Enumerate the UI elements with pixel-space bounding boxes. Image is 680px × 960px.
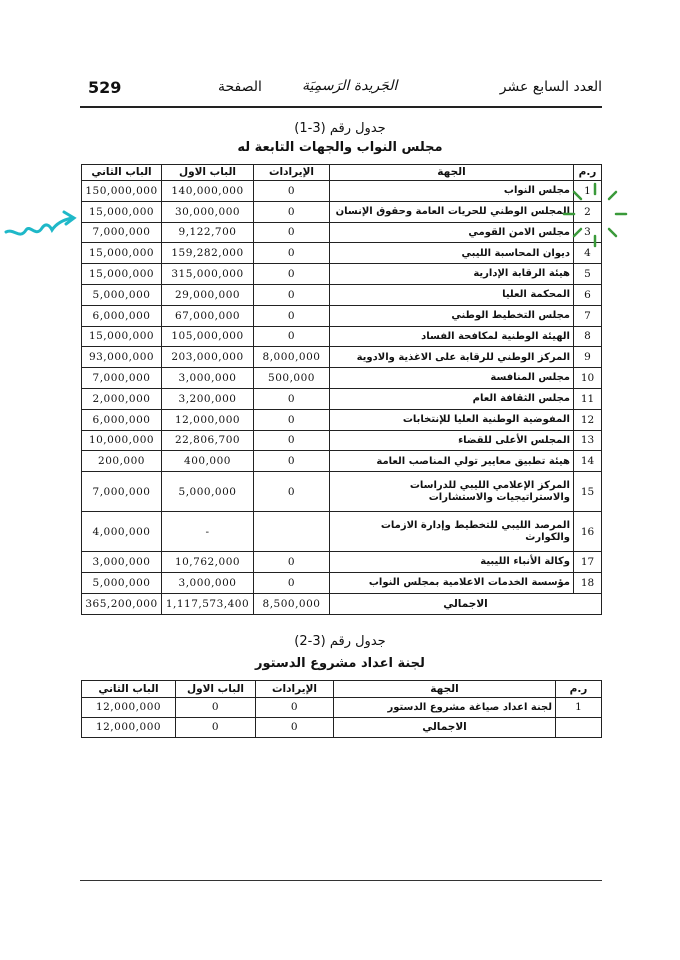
cell-entity: المجلس الوطني للحريات العامة وحقوق الإنسان: [330, 201, 574, 222]
cell-rm: 6: [574, 284, 602, 305]
table-row: [82, 347, 602, 368]
budget-table-2: [81, 680, 602, 738]
total-chapter2: 365,200,000: [82, 593, 162, 614]
cell-revenue: 0: [254, 326, 330, 347]
cell-entity: مؤسسة الخدمات الاعلامية بمجلس النواب: [330, 572, 574, 593]
cell-revenue: 0: [254, 264, 330, 285]
cell-chapter2: 7,000,000: [82, 222, 162, 243]
header-revenue: الإيرادات: [254, 165, 330, 181]
total-revenue: 0: [256, 718, 334, 738]
header-rm: ر.م: [574, 165, 602, 181]
cell-chapter1: 5,000,000: [162, 472, 254, 512]
cell-rm: 17: [574, 552, 602, 573]
total-chapter1: 1,117,573,400: [162, 593, 254, 614]
cell-rm: 4: [574, 243, 602, 264]
cell-revenue: 0: [254, 181, 330, 202]
table-row: [82, 243, 602, 264]
cell-rm: 5: [574, 264, 602, 285]
cell-revenue: 0: [254, 409, 330, 430]
cell-entity: المرصد الليبي للتخطيط وإدارة الازمات والكوارث: [330, 512, 574, 552]
cell-rm: 16: [574, 512, 602, 552]
table1-title: جدول رقم (3-1): [294, 121, 386, 136]
cell-entity: وكالة الأنباء الليبية: [330, 552, 574, 573]
table-row: [82, 284, 602, 305]
budget-table-1: [81, 164, 602, 615]
cell-chapter2: 150,000,000: [82, 181, 162, 202]
cell-revenue: 0: [254, 201, 330, 222]
header-rm: ر.م: [556, 681, 602, 698]
cell-entity: المركز الإعلامي الليبي للدراسات والاستراتيجيات والاستشارات: [330, 472, 574, 512]
cell-chapter1: 203,000,000: [162, 347, 254, 368]
cell-revenue: 0: [256, 698, 334, 718]
header-revenue: الإيرادات: [256, 681, 334, 698]
cell-chapter2: 10,000,000: [82, 430, 162, 451]
cell-chapter1: 315,000,000: [162, 264, 254, 285]
cell-chapter2: 12,000,000: [82, 698, 176, 718]
cell-entity: مجلس المنافسة: [330, 368, 574, 389]
cell-chapter2: 15,000,000: [82, 243, 162, 264]
cell-rm: 8: [574, 326, 602, 347]
table-total-row: [82, 718, 602, 738]
cell-rm: 3: [574, 222, 602, 243]
header-chapter1: الباب الاول: [176, 681, 256, 698]
total-chapter1: 0: [176, 718, 256, 738]
cell-chapter1: 22,806,700: [162, 430, 254, 451]
cell-rm: 12: [574, 409, 602, 430]
cell-chapter1: 29,000,000: [162, 284, 254, 305]
cell-chapter2: 5,000,000: [82, 284, 162, 305]
total-revenue: 8,500,000: [254, 593, 330, 614]
cell-chapter1: 10,762,000: [162, 552, 254, 573]
cell-chapter1: 30,000,000: [162, 201, 254, 222]
table-row: [82, 430, 602, 451]
cell-entity: ديوان المحاسبة الليبي: [330, 243, 574, 264]
header-rule: [80, 106, 602, 108]
table-row: [82, 451, 602, 472]
cell-chapter1: 0: [176, 698, 256, 718]
cell-chapter2: 5,000,000: [82, 572, 162, 593]
total-label: الاجمالي: [330, 593, 602, 614]
cell-chapter1: 105,000,000: [162, 326, 254, 347]
cell-rm: 18: [574, 572, 602, 593]
cell-chapter2: 4,000,000: [82, 512, 162, 552]
header-entity: الجهة: [334, 681, 556, 698]
cell-revenue: 0: [254, 552, 330, 573]
cell-revenue: 0: [254, 305, 330, 326]
cell-entity: المجلس الأعلى للقضاء: [330, 430, 574, 451]
cell-entity: المركز الوطني للرقابة على الاغذية والادوية: [330, 347, 574, 368]
table-total-row: [82, 593, 602, 614]
table-row: [82, 552, 602, 573]
cell-rm: 1: [574, 181, 602, 202]
total-rm-empty: [556, 718, 602, 738]
header-chapter1: الباب الاول: [162, 165, 254, 181]
cell-chapter2: 93,000,000: [82, 347, 162, 368]
table-header-row: [82, 165, 602, 181]
table-row: [82, 326, 602, 347]
cell-chapter1: 140,000,000: [162, 181, 254, 202]
cell-chapter2: 3,000,000: [82, 552, 162, 573]
page-header: [80, 78, 602, 104]
cell-chapter1: 12,000,000: [162, 409, 254, 430]
table-row: [82, 409, 602, 430]
cell-chapter1: -: [162, 512, 254, 552]
cell-entity: هيئة تطبيق معايير تولي المناصب العامة: [330, 451, 574, 472]
issue-label: العدد السابع عشر: [499, 79, 602, 95]
table-row: [82, 305, 602, 326]
cell-chapter2: 6,000,000: [82, 305, 162, 326]
cell-revenue: [254, 512, 330, 552]
cell-revenue: 0: [254, 243, 330, 264]
cell-chapter1: 3,000,000: [162, 368, 254, 389]
cell-chapter2: 15,000,000: [82, 264, 162, 285]
cell-revenue: 0: [254, 430, 330, 451]
table-row: [82, 572, 602, 593]
cell-entity: مجلس النواب: [330, 181, 574, 202]
cell-revenue: 500,000: [254, 368, 330, 389]
page-label: الصفحة: [218, 79, 262, 95]
cell-rm: 13: [574, 430, 602, 451]
cell-entity: مجلس التخطيط الوطني: [330, 305, 574, 326]
table-row: [82, 512, 602, 552]
cell-entity: المفوضية الوطنية العليا للإنتخابات: [330, 409, 574, 430]
cell-rm: 15: [574, 472, 602, 512]
cell-chapter1: 3,000,000: [162, 572, 254, 593]
cell-rm: 10: [574, 368, 602, 389]
highlight-burst-icon: [560, 180, 630, 250]
cell-chapter2: 7,000,000: [82, 368, 162, 389]
gazette-name: الجَريدة الرَسمِيَة: [302, 78, 398, 94]
cell-entity: هيئة الرقابة الإدارية: [330, 264, 574, 285]
cell-revenue: 0: [254, 284, 330, 305]
total-label: الاجمالي: [334, 718, 556, 738]
arrow-doodle-icon: [0, 200, 80, 250]
table-row: [82, 388, 602, 409]
table-row: [82, 264, 602, 285]
cell-revenue: 0: [254, 222, 330, 243]
page-number: 529: [88, 78, 122, 97]
cell-rm: 7: [574, 305, 602, 326]
cell-entity: مجلس الثقافة العام: [330, 388, 574, 409]
cell-chapter1: 159,282,000: [162, 243, 254, 264]
cell-chapter1: 9,122,700: [162, 222, 254, 243]
total-chapter2: 12,000,000: [82, 718, 176, 738]
table2-title: جدول رقم (3-2): [294, 634, 386, 649]
cell-revenue: 0: [254, 388, 330, 409]
cell-chapter1: 3,200,000: [162, 388, 254, 409]
cell-chapter2: 200,000: [82, 451, 162, 472]
table-row: [82, 472, 602, 512]
cell-entity: مجلس الامن القومي: [330, 222, 574, 243]
header-chapter2: الباب الثاني: [82, 681, 176, 698]
table-row: [82, 181, 602, 202]
header-entity: الجهة: [330, 165, 574, 181]
table1-subtitle: مجلس النواب والجهات التابعة له: [237, 140, 443, 155]
table-header-row: [82, 681, 602, 698]
cell-entity: لجنة اعداد صياغة مشروع الدستور: [334, 698, 556, 718]
cell-chapter2: 15,000,000: [82, 326, 162, 347]
cell-revenue: 8,000,000: [254, 347, 330, 368]
table-row: [82, 698, 602, 718]
table-row: [82, 201, 602, 222]
cell-rm: 14: [574, 451, 602, 472]
cell-revenue: 0: [254, 572, 330, 593]
cell-chapter1: 67,000,000: [162, 305, 254, 326]
footer-rule: [80, 880, 602, 881]
cell-rm: 9: [574, 347, 602, 368]
cell-revenue: 0: [254, 451, 330, 472]
cell-entity: المحكمة العليا: [330, 284, 574, 305]
table2-subtitle: لجنة اعداد مشروع الدستور: [255, 656, 425, 671]
cell-chapter1: 400,000: [162, 451, 254, 472]
cell-rm: 2: [574, 201, 602, 222]
cell-chapter2: 6,000,000: [82, 409, 162, 430]
cell-chapter2: 2,000,000: [82, 388, 162, 409]
cell-rm: 1: [556, 698, 602, 718]
cell-revenue: 0: [254, 472, 330, 512]
table-row: [82, 222, 602, 243]
table-row: [82, 368, 602, 389]
cell-chapter2: 7,000,000: [82, 472, 162, 512]
header-chapter2: الباب الثاني: [82, 165, 162, 181]
cell-chapter2: 15,000,000: [82, 201, 162, 222]
cell-entity: الهيئة الوطنية لمكافحة الفساد: [330, 326, 574, 347]
cell-rm: 11: [574, 388, 602, 409]
